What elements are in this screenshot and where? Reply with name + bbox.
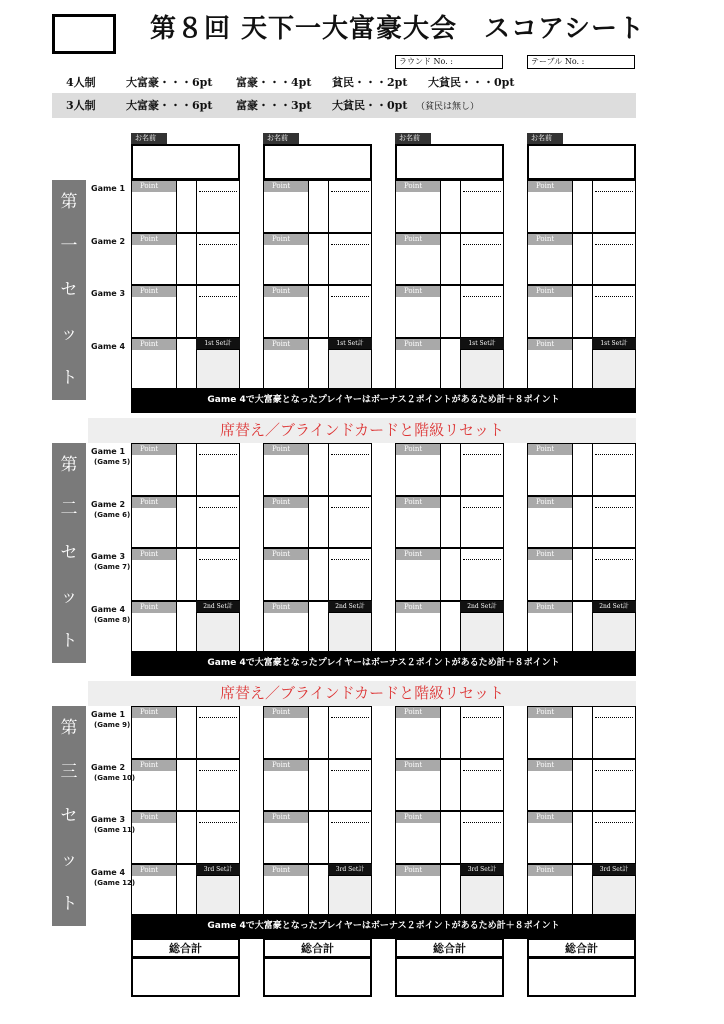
player-name-field-1[interactable]	[131, 144, 240, 180]
score-cell[interactable]	[592, 811, 636, 864]
rank-cell[interactable]	[308, 233, 329, 286]
rule-item: 大貧民・・・0pt	[428, 76, 515, 89]
score-cell[interactable]	[328, 233, 372, 286]
point-label: Point	[264, 339, 308, 350]
score-cell[interactable]	[592, 285, 636, 338]
point-label: Point	[528, 444, 572, 455]
rank-cell[interactable]	[572, 706, 593, 759]
score-cell[interactable]	[196, 233, 240, 286]
rank-cell[interactable]	[440, 285, 461, 338]
set-label-char: ト	[60, 894, 78, 914]
score-cell[interactable]	[196, 811, 240, 864]
rank-cell[interactable]	[176, 548, 197, 601]
rank-cell[interactable]	[440, 864, 461, 917]
rule-note: （貧民は無し）	[416, 102, 480, 112]
point-label: Point	[264, 234, 308, 245]
score-cell[interactable]	[328, 180, 372, 233]
score-cell[interactable]	[460, 706, 504, 759]
game-label: Game 1 (Game 9)	[91, 710, 131, 729]
set-label-2	[52, 443, 86, 663]
set-subtotal-field[interactable]	[328, 875, 372, 917]
game-sub-label: (Game 11)	[94, 826, 136, 834]
dotted-line	[463, 244, 501, 245]
set-subtotal-field[interactable]	[328, 612, 372, 654]
dotted-line	[199, 454, 237, 455]
dotted-line	[463, 507, 501, 508]
point-label: Point	[528, 760, 572, 771]
point-label: Point	[132, 181, 176, 192]
rank-cell[interactable]	[572, 601, 593, 654]
total-label: 総合計	[527, 938, 636, 958]
score-cell[interactable]	[196, 759, 240, 812]
score-cell[interactable]	[460, 443, 504, 496]
score-cell[interactable]	[196, 180, 240, 233]
score-cell[interactable]	[592, 548, 636, 601]
point-label: Point	[132, 497, 176, 508]
point-label: Point	[132, 286, 176, 297]
game-sub-label: (Game 7)	[94, 563, 131, 571]
point-label: Point	[132, 339, 176, 350]
point-label: Point	[264, 812, 308, 823]
point-label: Point	[396, 865, 440, 876]
set-subtotal-label: 3rd Set計	[328, 864, 372, 875]
dotted-line	[199, 507, 237, 508]
point-label: Point	[528, 181, 572, 192]
table-number-field[interactable]: テーブル No. :	[527, 55, 635, 69]
set-subtotal-field[interactable]	[460, 349, 504, 391]
rank-cell[interactable]	[176, 864, 197, 917]
rank-cell[interactable]	[572, 496, 593, 549]
point-label: Point	[396, 549, 440, 560]
point-label: Point	[528, 339, 572, 350]
bonus-banner: Game 4で大富豪となったプレイヤーはボーナス２ポイントがあるため計＋８ポイント	[131, 914, 636, 939]
dotted-line	[595, 296, 633, 297]
set-label-char: ッ	[60, 850, 78, 870]
set-subtotal-label: 2nd Set計	[592, 601, 636, 612]
point-label: Point	[264, 602, 308, 613]
name-label: お名前	[131, 133, 167, 144]
set-label-char: セ	[60, 806, 78, 826]
name-label: お名前	[395, 133, 431, 144]
grand-total-field-4[interactable]	[527, 957, 636, 997]
rank-cell[interactable]	[572, 285, 593, 338]
score-cell[interactable]	[592, 233, 636, 286]
score-cell[interactable]	[196, 706, 240, 759]
set-subtotal-field[interactable]	[196, 612, 240, 654]
name-label: お名前	[263, 133, 299, 144]
set-label-char: 二	[60, 499, 78, 519]
dotted-line	[331, 770, 369, 771]
set-label-char: セ	[60, 280, 78, 300]
set-label-char: 第	[60, 192, 78, 212]
dotted-line	[331, 244, 369, 245]
grand-total-field-2[interactable]	[263, 957, 372, 997]
set-subtotal-field[interactable]	[196, 875, 240, 917]
dotted-line	[331, 559, 369, 560]
rank-cell[interactable]	[308, 285, 329, 338]
score-cell[interactable]	[592, 180, 636, 233]
set-label-3	[52, 706, 86, 926]
rank-cell[interactable]	[440, 180, 461, 233]
point-label: Point	[396, 760, 440, 771]
score-cell[interactable]	[592, 706, 636, 759]
point-label: Point	[396, 181, 440, 192]
rank-cell[interactable]	[308, 443, 329, 496]
score-cell[interactable]	[196, 496, 240, 549]
score-cell[interactable]	[328, 706, 372, 759]
set-subtotal-label: 3rd Set計	[196, 864, 240, 875]
point-label: Point	[396, 497, 440, 508]
set-subtotal-label: 3rd Set計	[460, 864, 504, 875]
set-subtotal-label: 1st Set計	[196, 338, 240, 349]
score-cell[interactable]	[460, 285, 504, 338]
point-label: Point	[396, 707, 440, 718]
point-label: Point	[264, 181, 308, 192]
grand-total-field-1[interactable]	[131, 957, 240, 997]
point-label: Point	[132, 865, 176, 876]
rules-4-label: 4人制	[66, 76, 96, 89]
name-label: お名前	[527, 133, 563, 144]
game-label: Game 1 (Game 5)	[91, 447, 131, 466]
rank-cell[interactable]	[176, 443, 197, 496]
game-sub-label: (Game 6)	[94, 510, 131, 519]
rank-cell[interactable]	[572, 338, 593, 391]
set-subtotal-field[interactable]	[592, 875, 636, 917]
dotted-line	[199, 717, 237, 718]
dotted-line	[463, 770, 501, 771]
game-sub-label: (Game 12)	[94, 878, 136, 887]
game-sub-label: (Game 10)	[94, 773, 136, 782]
rank-cell[interactable]	[440, 811, 461, 864]
rank-cell[interactable]	[176, 759, 197, 812]
dotted-line	[199, 770, 237, 771]
point-label: Point	[132, 549, 176, 560]
score-cell[interactable]	[196, 285, 240, 338]
score-cell[interactable]	[460, 548, 504, 601]
rank-cell[interactable]	[176, 811, 197, 864]
dotted-line	[199, 296, 237, 297]
game-label: Game 2 (Game 6)	[91, 499, 131, 519]
point-label: Point	[264, 707, 308, 718]
rank-cell[interactable]	[308, 759, 329, 812]
rank-cell[interactable]	[176, 706, 197, 759]
point-label: Point	[132, 812, 176, 823]
game-sub-label: (Game 9)	[94, 721, 131, 729]
score-cell[interactable]	[460, 811, 504, 864]
point-label: Point	[132, 444, 176, 455]
point-label: Point	[396, 602, 440, 613]
point-label: Point	[132, 707, 176, 718]
set-subtotal-field[interactable]	[460, 612, 504, 654]
dotted-line	[331, 454, 369, 455]
game-label: Game 2	[91, 236, 126, 246]
point-label: Point	[528, 234, 572, 245]
rank-cell[interactable]	[572, 443, 593, 496]
rank-cell[interactable]	[572, 759, 593, 812]
bonus-banner: Game 4で大富豪となったプレイヤーはボーナス２ポイントがあるため計＋８ポイント	[131, 651, 636, 676]
rank-cell[interactable]	[440, 759, 461, 812]
set-label-char: セ	[60, 543, 78, 563]
score-cell[interactable]	[328, 811, 372, 864]
set-label-char: ッ	[60, 587, 78, 607]
point-label: Point	[528, 286, 572, 297]
game-label: Game 4 (Game 12)	[91, 867, 136, 887]
game-label: Game 3	[91, 289, 126, 298]
point-label: Point	[396, 444, 440, 455]
dotted-line	[331, 822, 369, 823]
game-label: Game 2 (Game 10)	[91, 762, 136, 782]
score-cell[interactable]	[460, 233, 504, 286]
dotted-line	[199, 822, 237, 823]
set-subtotal-field[interactable]	[196, 349, 240, 391]
rank-cell[interactable]	[176, 338, 197, 391]
dotted-line	[199, 191, 237, 192]
score-cell[interactable]	[592, 759, 636, 812]
rank-cell[interactable]	[572, 548, 593, 601]
score-cell[interactable]	[328, 443, 372, 496]
score-cell[interactable]	[196, 548, 240, 601]
point-label: Point	[396, 286, 440, 297]
total-label: 総合計	[395, 938, 504, 958]
point-label: Point	[396, 234, 440, 245]
set-subtotal-label: 2nd Set計	[460, 601, 504, 612]
set-subtotal-label: 2nd Set計	[196, 601, 240, 612]
rule-item: 大富豪・・・6pt	[126, 99, 213, 112]
dotted-line	[595, 191, 633, 192]
rank-cell[interactable]	[572, 180, 593, 233]
rank-cell[interactable]	[440, 706, 461, 759]
set-subtotal-label: 2nd Set計	[328, 601, 372, 612]
rule-item: 貧民・・・2pt	[332, 76, 408, 89]
dotted-line	[463, 559, 501, 560]
grand-total-field-3[interactable]	[395, 957, 504, 997]
dotted-line	[331, 296, 369, 297]
dotted-line	[463, 191, 501, 192]
point-label: Point	[132, 760, 176, 771]
game-label: Game 4	[91, 341, 126, 351]
set-subtotal-field[interactable]	[592, 612, 636, 654]
set-label-1	[52, 180, 86, 400]
dotted-line	[331, 191, 369, 192]
page-title: 第８回 天下一大富豪大会 スコアシート	[150, 14, 646, 44]
reset-notice: 席替え／ブラインドカードと階級リセット	[88, 418, 636, 443]
rank-cell[interactable]	[572, 233, 593, 286]
rank-cell[interactable]	[308, 338, 329, 391]
dotted-line	[463, 454, 501, 455]
game-label: Game 3 (Game 7)	[91, 552, 131, 571]
round-number-field[interactable]: ラウンド No. :	[395, 55, 503, 69]
rank-cell[interactable]	[176, 601, 197, 654]
point-label: Point	[264, 865, 308, 876]
dotted-line	[595, 770, 633, 771]
rank-cell[interactable]	[440, 233, 461, 286]
rule-item: 大貧民・・0pt	[332, 99, 408, 112]
rank-cell[interactable]	[176, 233, 197, 286]
set-label-char: ト	[60, 631, 78, 651]
dotted-line	[595, 717, 633, 718]
set-label-char: 一	[60, 236, 78, 256]
set-subtotal-label: 1st Set計	[328, 338, 372, 349]
rank-cell[interactable]	[308, 706, 329, 759]
score-cell[interactable]	[460, 496, 504, 549]
dotted-line	[463, 296, 501, 297]
rank-cell[interactable]	[440, 338, 461, 391]
rank-cell[interactable]	[308, 864, 329, 917]
point-label: Point	[528, 812, 572, 823]
rule-item: 富豪・・・3pt	[236, 99, 312, 112]
score-cell[interactable]	[328, 496, 372, 549]
score-cell[interactable]	[328, 759, 372, 812]
set-subtotal-label: 1st Set計	[460, 338, 504, 349]
rank-cell[interactable]	[176, 285, 197, 338]
game-label: Game 3 (Game 11)	[91, 815, 136, 834]
rank-cell[interactable]	[572, 811, 593, 864]
rank-cell[interactable]	[440, 548, 461, 601]
game-sub-label: (Game 8)	[94, 615, 131, 624]
point-label: Point	[132, 234, 176, 245]
dotted-line	[595, 507, 633, 508]
rank-cell[interactable]	[176, 180, 197, 233]
score-cell[interactable]	[460, 759, 504, 812]
game-label: Game 1	[91, 184, 126, 193]
point-label: Point	[132, 602, 176, 613]
set-subtotal-field[interactable]	[328, 349, 372, 391]
point-label: Point	[264, 286, 308, 297]
game-label: Game 4 (Game 8)	[91, 604, 131, 624]
rules-3-label: 3人制	[66, 99, 96, 112]
rank-cell[interactable]	[308, 180, 329, 233]
set-label-char: 第	[60, 455, 78, 475]
score-cell[interactable]	[328, 548, 372, 601]
rank-cell[interactable]	[176, 496, 197, 549]
point-label: Point	[528, 549, 572, 560]
corner-box	[52, 14, 116, 54]
dotted-line	[595, 244, 633, 245]
score-cell[interactable]	[460, 180, 504, 233]
point-label: Point	[264, 497, 308, 508]
set-label-char: 三	[60, 762, 78, 782]
rules-4-player	[52, 74, 636, 92]
dotted-line	[595, 822, 633, 823]
dotted-line	[331, 717, 369, 718]
set-subtotal-label: 1st Set計	[592, 338, 636, 349]
rank-cell[interactable]	[572, 864, 593, 917]
rank-cell[interactable]	[440, 496, 461, 549]
score-cell[interactable]	[592, 443, 636, 496]
point-label: Point	[264, 444, 308, 455]
point-label: Point	[396, 339, 440, 350]
dotted-line	[199, 244, 237, 245]
set-label-char: 第	[60, 718, 78, 738]
dotted-line	[463, 822, 501, 823]
point-label: Point	[528, 497, 572, 508]
game-sub-label: (Game 5)	[94, 458, 131, 466]
rank-cell[interactable]	[308, 496, 329, 549]
point-label: Point	[264, 549, 308, 560]
player-name-field-3[interactable]	[395, 144, 504, 180]
point-label: Point	[528, 865, 572, 876]
dotted-line	[595, 454, 633, 455]
set-label-char: ッ	[60, 324, 78, 344]
set-subtotal-field[interactable]	[592, 349, 636, 391]
set-label-char: ト	[60, 368, 78, 388]
point-label: Point	[528, 602, 572, 613]
point-label: Point	[264, 760, 308, 771]
score-cell[interactable]	[196, 443, 240, 496]
rules-3-player	[52, 93, 636, 118]
dotted-line	[463, 717, 501, 718]
dotted-line	[595, 559, 633, 560]
reset-notice: 席替え／ブラインドカードと階級リセット	[88, 681, 636, 706]
player-name-field-2[interactable]	[263, 144, 372, 180]
dotted-line	[199, 559, 237, 560]
dotted-line	[331, 507, 369, 508]
rank-cell[interactable]	[440, 443, 461, 496]
point-label: Point	[528, 707, 572, 718]
rank-cell[interactable]	[308, 811, 329, 864]
player-name-field-4[interactable]	[527, 144, 636, 180]
point-label: Point	[396, 812, 440, 823]
rank-cell[interactable]	[308, 548, 329, 601]
rule-item: 富豪・・・4pt	[236, 76, 312, 89]
score-cell[interactable]	[592, 496, 636, 549]
rank-cell[interactable]	[308, 601, 329, 654]
total-label: 総合計	[263, 938, 372, 958]
total-label: 総合計	[131, 938, 240, 958]
score-cell[interactable]	[328, 285, 372, 338]
rule-item: 大富豪・・・6pt	[126, 76, 213, 89]
bonus-banner: Game 4で大富豪となったプレイヤーはボーナス２ポイントがあるため計＋８ポイント	[131, 388, 636, 413]
set-subtotal-label: 3rd Set計	[592, 864, 636, 875]
rank-cell[interactable]	[440, 601, 461, 654]
set-subtotal-field[interactable]	[460, 875, 504, 917]
